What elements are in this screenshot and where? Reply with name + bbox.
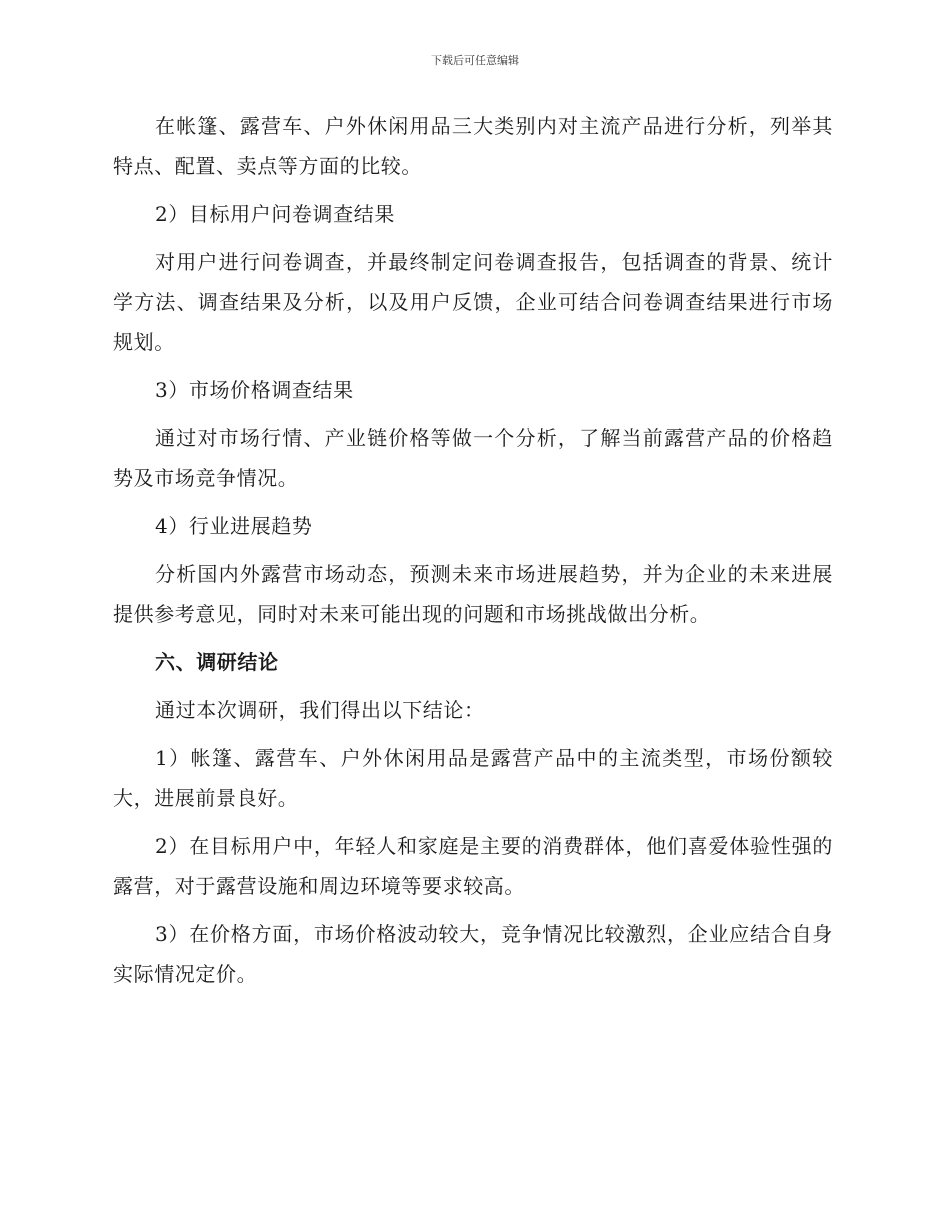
paragraph-user-survey: 对用户进行问卷调查，并最终制定问卷调查报告，包括调查的背景、统计学方法、调查结果及分析，以及用户反馈，企业可结合问卷调查结果进行市场规划。 [113,250,833,354]
subheading-user-survey: 2）目标用户问卷调查结果 [155,202,395,226]
paragraph-conclusion-intro: 通过本次调研，我们得出以下结论： [155,698,485,722]
page-header: 下载后可任意编辑 [431,54,519,67]
subheading-market-price: 3）市场价格调查结果 [155,378,354,402]
paragraph-industry-trend: 分析国内外露营市场动态，预测未来市场进展趋势，并为企业的未来进展提供参考意见，同时对未来可能出现的问题和市场挑战做出分析。 [113,562,833,626]
section-heading-conclusion: 六、调研结论 [155,650,279,674]
subheading-industry-trend: 4）行业进展趋势 [155,514,313,538]
paragraph-market-price: 通过对市场行情、产业链价格等做一个分析，了解当前露营产品的价格趋势及市场竞争情况。 [113,426,833,490]
conclusion-item-3: 3）在价格方面，市场价格波动较大，竞争情况比较激烈，企业应结合自身实际情况定价。 [113,922,833,986]
conclusion-item-2: 2）在目标用户中，年轻人和家庭是主要的消费群体，他们喜爱体验性强的露营，对于露营设施和周边环境等要求较高。 [113,834,833,898]
paragraph-product-analysis: 在帐篷、露营车、户外休闲用品三大类别内对主流产品进行分析，列举其特点、配置、卖点等方面的比较。 [113,114,833,178]
conclusion-item-1: 1）帐篷、露营车、户外休闲用品是露营产品中的主流类型，市场份额较大，进展前景良好。 [113,746,833,810]
document-body [113,106,833,994]
